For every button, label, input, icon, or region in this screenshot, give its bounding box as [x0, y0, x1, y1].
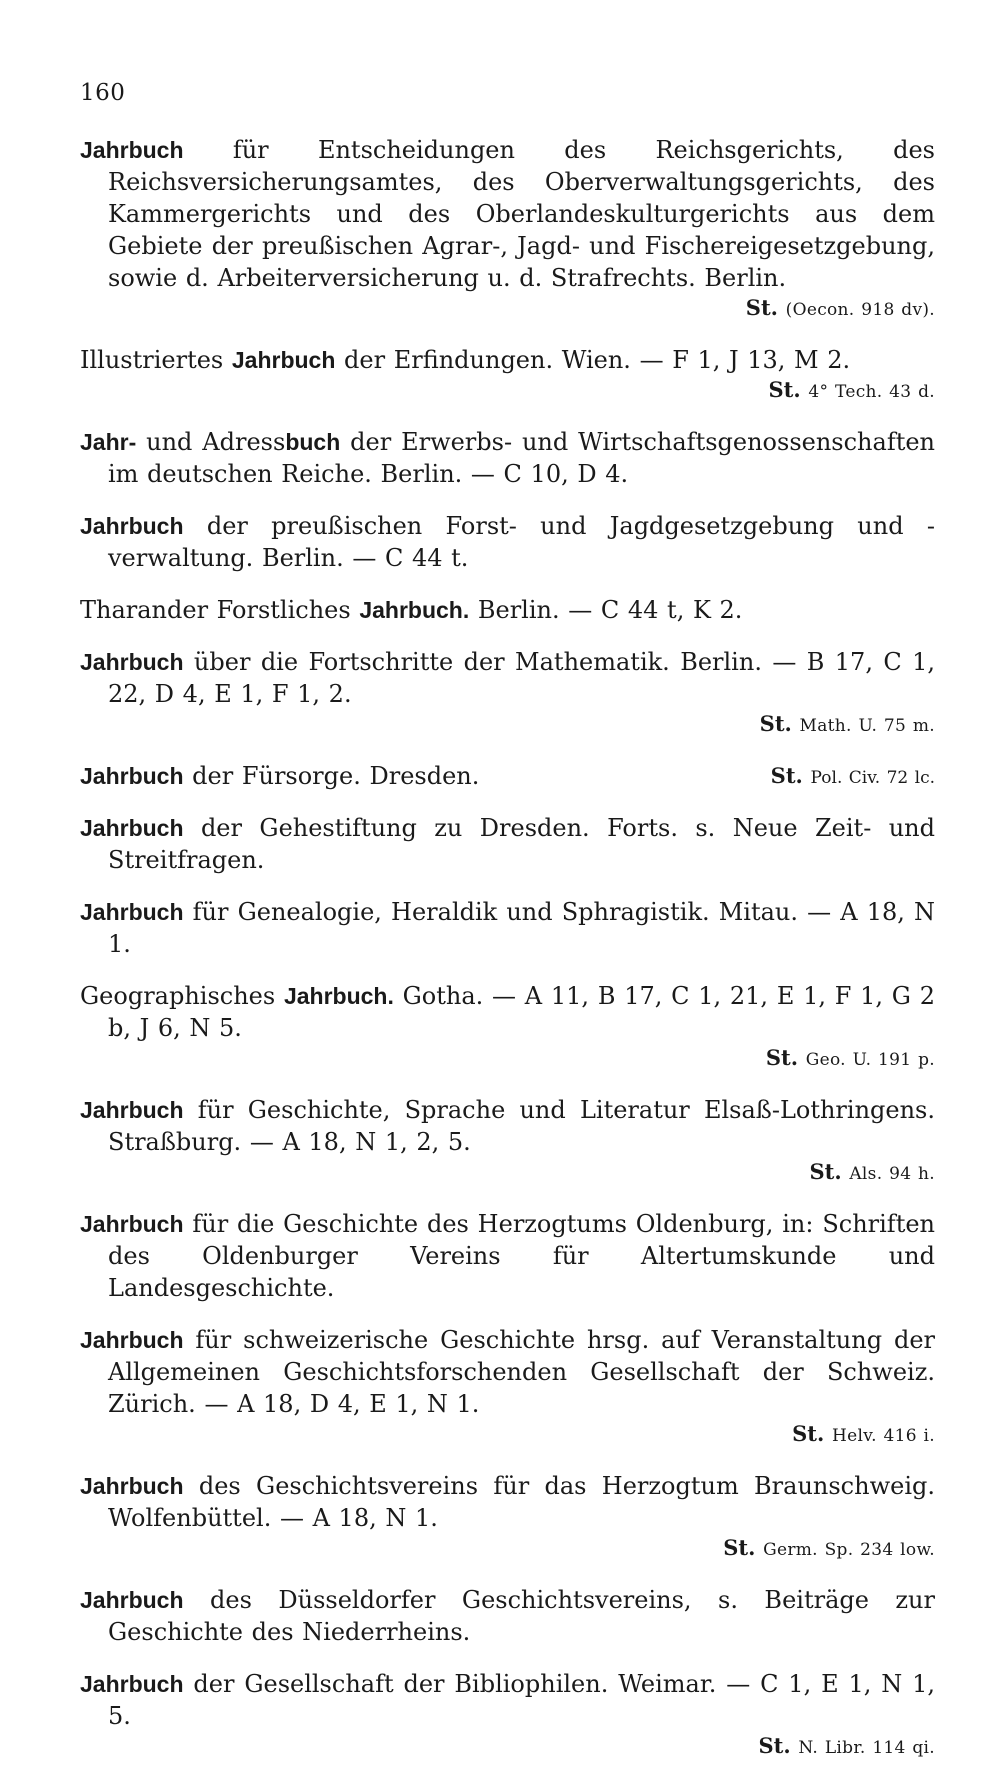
- list-item: [80, 344, 935, 406]
- shelfmark-code: Als. 94 h.: [849, 1164, 935, 1184]
- shelfmark-prefix: St.: [759, 711, 792, 736]
- entry-text: des Düsseldorfer Geschichtsvereins, s. Beiträge zur Geschichte des Niederrheins.: [108, 1586, 935, 1646]
- entry-shelfmark: [108, 710, 935, 740]
- entry-text: und Adress: [136, 428, 286, 456]
- list-item: [80, 134, 935, 324]
- list-item: [80, 1470, 935, 1564]
- shelfmark-prefix: St.: [723, 1535, 756, 1560]
- shelfmark-prefix: St.: [768, 377, 801, 402]
- entry-holdings: — A 11, B 17, C 1, 21, E 1, F 1, G 2 b, J 6, N 5.: [108, 982, 935, 1042]
- list-item: [80, 1208, 935, 1304]
- entry-holdings: — C 44 t.: [343, 544, 469, 572]
- entry-text: der Gesellschaft der Bibliophilen. Weimar.: [183, 1670, 717, 1698]
- entry-shelfmark: [108, 376, 935, 406]
- list-item: [80, 1094, 935, 1188]
- entry-keyword: Jahrbuch: [80, 1473, 184, 1499]
- list-item: [80, 812, 935, 876]
- entry-keyword: Jahrbuch: [80, 513, 184, 539]
- entry-keyword: Jahrbuch: [231, 347, 336, 373]
- list-item: [80, 760, 935, 792]
- entry-keyword: Jahrbuch: [80, 649, 184, 675]
- entry-text: der Gehestiftung zu Dresden. Forts. s. Neue Zeit- und Streitfragen.: [108, 814, 935, 874]
- shelfmark-code: Germ. Sp. 234 low.: [763, 1540, 935, 1560]
- entry-shelfmark: [108, 1732, 935, 1762]
- shelfmark-code: Helv. 416 i.: [831, 1426, 935, 1446]
- entry-prefix: Geographisches: [80, 982, 284, 1010]
- shelfmark-code: (Oecon. 918 dv).: [785, 300, 935, 320]
- shelfmark-prefix: St.: [745, 295, 778, 320]
- list-item: [80, 1584, 935, 1648]
- entry-shelfmark: [771, 760, 935, 794]
- shelfmark-code: Geo. U. 191 p.: [805, 1050, 935, 1070]
- page-number: 160: [80, 80, 126, 106]
- shelfmark-prefix: St.: [792, 1421, 825, 1446]
- entry-holdings: — B 17, C 1, 22, D 4, E 1, F 1, 2.: [108, 648, 935, 708]
- entry-keyword: Jahrbuch: [80, 1587, 184, 1613]
- entry-keyword: Jahrbuch: [80, 815, 184, 841]
- entry-keyword: Jahrbuch: [80, 899, 184, 925]
- entry-keyword: Jahr-: [80, 429, 137, 455]
- entry-prefix: Tharander Forstliches: [80, 596, 360, 624]
- entry-text: der preußischen Forst- und Jagdgesetzgebung und -verwaltung. Berlin.: [108, 512, 935, 572]
- shelfmark-prefix: St.: [765, 1045, 799, 1070]
- list-item: [80, 594, 935, 626]
- entry-shelfmark: [108, 1158, 935, 1188]
- entry-shelfmark: [108, 1044, 935, 1074]
- list-item: [80, 1324, 935, 1450]
- shelfmark-prefix: St.: [809, 1159, 842, 1184]
- entry-keyword: Jahrbuch: [80, 763, 184, 789]
- entry-text: Gotha.: [393, 982, 484, 1010]
- shelfmark-prefix: St.: [770, 763, 803, 788]
- entry-text: des Geschichtsvereins für das Herzogtum Braunschweig. Wolfenbüttel.: [108, 1472, 935, 1532]
- entry-holdings: — F 1, J 13, M 2.: [630, 346, 851, 374]
- entry-shelfmark: [108, 1534, 935, 1564]
- entry-text-secondary: der Erwerbs- und Wirtschaftsgenossenschaften im deutschen Reiche. Berlin.: [108, 428, 936, 488]
- entry-shelfmark: [108, 1420, 935, 1450]
- shelfmark-code: 4° Tech. 43 d.: [808, 382, 935, 402]
- list-item: [80, 980, 935, 1074]
- list-item: [80, 426, 935, 490]
- entry-keyword: Jahrbuch: [80, 1097, 184, 1123]
- entry-holdings: — C 44 t, K 2.: [559, 596, 743, 624]
- entry-prefix: Illustriertes: [80, 346, 232, 374]
- list-item: [80, 646, 935, 740]
- entry-holdings: — A 18, D 4, E 1, N 1.: [195, 1390, 480, 1418]
- entry-holdings: — C 1, E 1, N 1, 5.: [108, 1670, 936, 1730]
- entry-shelfmark: [108, 294, 935, 324]
- entry-keyword: Jahrbuch.: [283, 983, 394, 1009]
- entry-keyword: Jahrbuch: [80, 1327, 184, 1353]
- list-item: [80, 896, 935, 960]
- entry-keyword: Jahrbuch.: [359, 597, 470, 623]
- entry-keyword-secondary: buch: [285, 429, 341, 455]
- entry-holdings: — C 10, D 4.: [462, 460, 629, 488]
- shelfmark-prefix: St.: [758, 1733, 791, 1758]
- entry-holdings: — A 18, N 1, 2, 5.: [241, 1128, 471, 1156]
- entry-holdings: — A 18, N 1.: [108, 898, 936, 958]
- entry-text: für schweizerische Geschichte hrsg. auf Veranstaltung der Allgemeinen Geschichtsforschenden Gesellschaft der Schweiz. Zürich.: [108, 1326, 935, 1418]
- entry-text: für Geschichte, Sprache und Literatur Elsaß-Lothringens. Straßburg.: [108, 1096, 935, 1156]
- list-item: [80, 1668, 935, 1762]
- entry-list: [80, 134, 935, 1782]
- shelfmark-code: Pol. Civ. 72 lc.: [810, 768, 935, 788]
- entry-text: für die Geschichte des Herzogtums Oldenburg, in: Schriften des Oldenburger Vereins für Altertumskunde und Landesgeschichte.: [108, 1210, 935, 1302]
- shelfmark-code: Math. U. 75 m.: [799, 716, 935, 736]
- shelfmark-code: N. Libr. 114 qi.: [798, 1738, 935, 1758]
- entry-text: über die Fortschritte der Mathematik. Berlin.: [183, 648, 762, 676]
- list-item: [80, 510, 935, 574]
- entry-keyword: Jahrbuch: [80, 1671, 184, 1697]
- entry-text: der Fürsorge. Dresden.: [183, 762, 480, 790]
- entry-keyword: Jahrbuch: [80, 1211, 184, 1237]
- entry-text: der Erfindungen. Wien.: [335, 346, 631, 374]
- entry-holdings: — A 18, N 1.: [271, 1504, 438, 1532]
- entry-text: Berlin.: [469, 596, 560, 624]
- entry-text: für Genealogie, Heraldik und Sphragistik. Mitau.: [183, 898, 799, 926]
- entry-text: für Entscheidungen des Reichsgerichts, des Reichsversicherungsamtes, des Oberverwaltungsgerichts, des Kammergerichts und des Oberlandeskulturgerichts aus dem Gebiete der preußischen Agrar-, Jagd- und Fischereigesetzgebung, sowie d. Arbeiterversicherung u. d. Strafrechts. Berlin.: [108, 136, 935, 292]
- entry-keyword: Jahrbuch: [80, 137, 184, 163]
